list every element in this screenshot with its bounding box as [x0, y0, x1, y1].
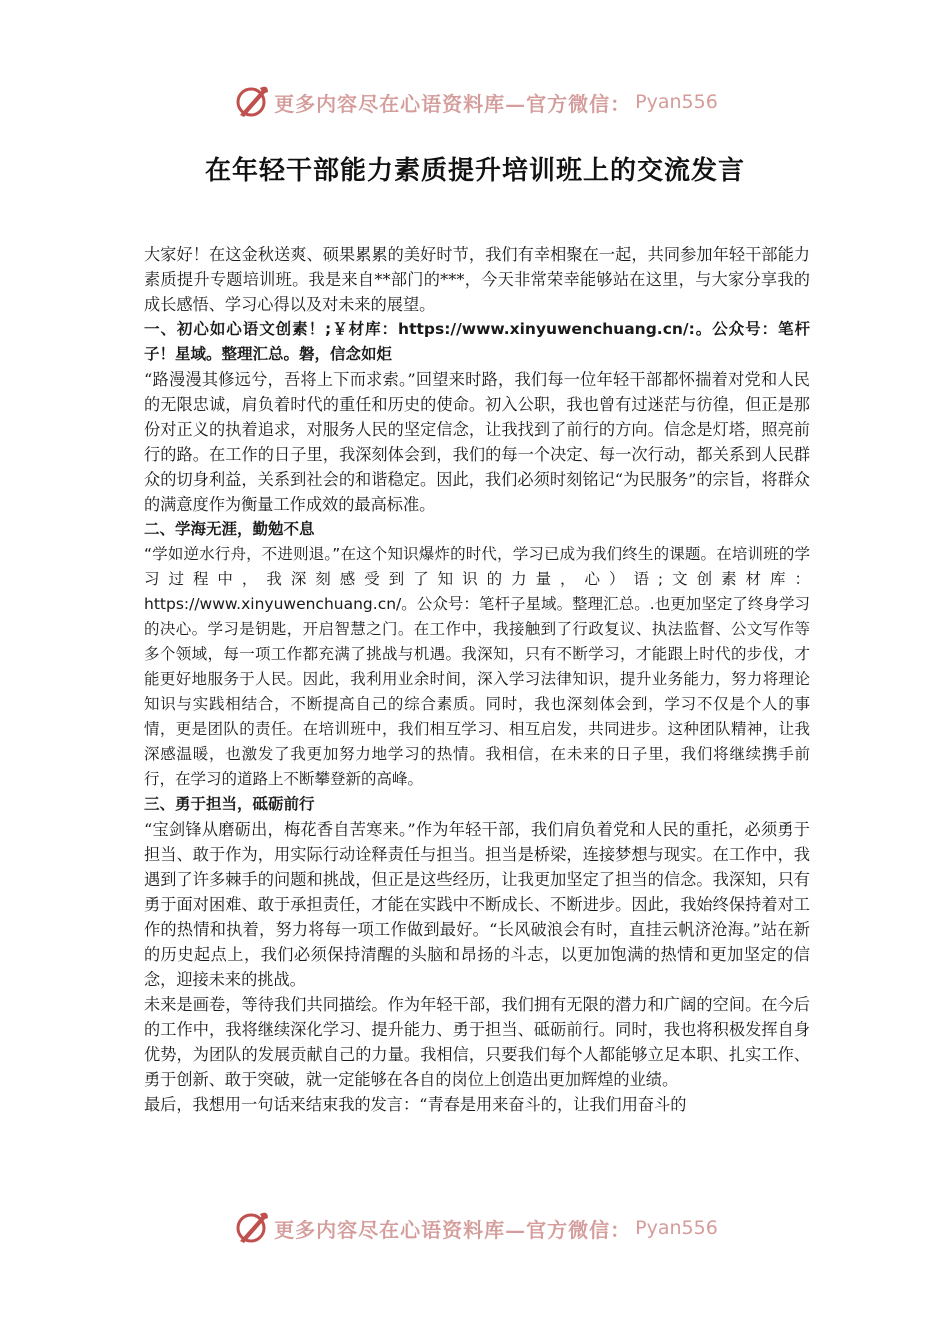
- header-watermark-banner: [0, 82, 950, 122]
- intro-paragraph: 大家好！在这金秋送爽、硕果累累的美好时节，我们有幸相聚在一起，共同参加年轻干部能力素质提升专题培训班。我是来自**部门的***，今天非常荣幸能够站在这里，与大家分享我的成长感悟、学习心得以及对未来的展望。: [144, 245, 810, 314]
- section-1-paragraph: “路漫漫其修远兮，吾将上下而求索。”回望来时路，我们每一位年轻干部都怀揣着对党和人民的无限忠诚，肩负着时代的重任和历史的使命。初入公职，我也曾有过迷茫与彷徨，但正是那份对正义的执着追求，对服务人民的坚定信念，让我找到了前行的方向。信念是灯塔，照亮前行的路。在工作的日子里，我深刻体会到，我们的每一个决定、每一次行动，都关系到人民群众的切身利益，关系到社会的和谐稳定。因此，我们必须时刻铭记“为民服务”的宗旨，将群众的满意度作为衡量工作成效的最高标准。: [144, 370, 810, 514]
- future-paragraph: 未来是画卷，等待我们共同描绘。作为年轻干部，我们拥有无限的潜力和广阔的空间。在今后的工作中，我将继续深化学习、提升能力、勇于担当、砥砺前行。同时，我也将积极发挥自身优势，为团队的发展贡献自己的力量。我相信，只要我们每个人都能够立足本职、扎实工作、勇于创新、敢于突破，就一定能够在各自的岗位上创造出更加辉煌的业绩。: [144, 995, 810, 1089]
- quill-logo-icon: [232, 1208, 272, 1248]
- quill-logo-icon: [232, 82, 272, 122]
- document-title: 在年轻干部能力素质提升培训班上的交流发言: [204, 156, 745, 186]
- section-3-paragraph: “宝剑锋从磨砺出，梅花香自苦寒来。”作为年轻干部，我们肩负着党和人民的重托，必须勇于担当、敢于作为，用实际行动诠释责任与担当。担当是桥梁，连接梦想与现实。在工作中，我遇到了许多棘手的问题和挑战，但正是这些经历，让我更加坚定了担当的信念。我深知，只有勇于面对困难、敢于承担责任，才能在实践中不断成长、不断进步。因此，我始终保持着对工作的热情和执着，努力将每一项工作做到最好。“长风破浪会有时，直挂云帆济沧海。”站在新的历史起点上，我们必须保持清醒的头脑和昂扬的斗志，以更加饱满的热情和更加坚定的信念，迎接未来的挑战。: [144, 820, 810, 989]
- watermark-contact: Pyan556: [635, 91, 718, 113]
- section-heading-1: 一、初心如心语文创素！;￥材库：https://www.xinyuwenchuang.cn/:。公众号：笔杆子！星域。整理汇总。磐，信念如炬: [144, 320, 810, 363]
- document-body: [144, 242, 810, 1117]
- watermark-text: 更多内容尽在心语资料库—官方微信：: [274, 1217, 632, 1242]
- footer-watermark-banner: [0, 1208, 950, 1248]
- section-2-paragraph: “学如逆水行舟，不进则退。”在这个知识爆炸的时代，学习已成为我们终生的课题。在培训班的学习过程中，我深刻感受到了知识的力量，心）语;文创素材库：https://www.xinyuwenchuang.cn/。公众号：笔杆子星域。整理汇总。.也更加坚定了终身学习的决心。学习是钥匙，开启智慧之门。在工作中，我接触到了行政复议、执法监督、公文写作等多个领域，每一项工作都充满了挑战与机遇。我深知，只有不断学习，才能跟上时代的步伐，才能更好地服务于人民。因此，我利用业余时间，深入学习法律知识，提升业务能力，努力将理论知识与实践相结合，不断提高自己的综合素质。同时，我也深刻体会到，学习不仅是个人的事情，更是团队的责任。在培训班中，我们相互学习、相互启发，共同进步。这种团队精神，让我深感温暖，也激发了我更加努力地学习的热情。我相信，在未来的日子里，我们将继续携手前行，在学习的道路上不断攀登新的高峰。: [144, 545, 810, 788]
- watermark-text: 更多内容尽在心语资料库—官方微信：: [274, 91, 632, 116]
- closing-paragraph: 最后，我想用一句话来结束我的发言：“青春是用来奋斗的，让我们用奋斗的: [144, 1095, 687, 1114]
- section-heading-3: 三、勇于担当，砥砺前行: [144, 795, 315, 813]
- section-heading-2: 二、学海无涯，勤勉不息: [144, 520, 315, 538]
- watermark-contact: Pyan556: [635, 1217, 718, 1239]
